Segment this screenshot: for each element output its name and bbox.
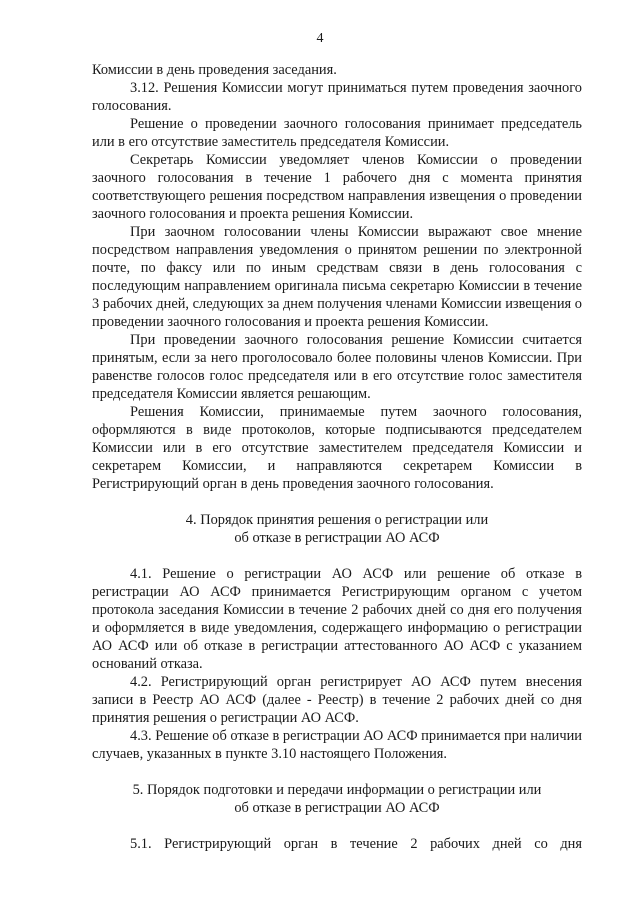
paragraph-4-2: 4.2. Регистрирующий орган регистрирует АО АСФ путем внесения записи в Реестр АО АСФ (далее - Реестр) в течение 2 рабочих дней со дня принятия решения о регистрации АО АСФ. xyxy=(92,674,582,726)
paragraph-4-3: 4.3. Решение об отказе в регистрации АО АСФ принимается при наличии случаев, указанных в пункте 3.10 настоящего Положения. xyxy=(92,728,582,762)
section-4-heading xyxy=(92,511,582,547)
paragraph: При заочном голосовании члены Комиссии выражают свое мнение посредством направления уведомления о принятом решении по электронной почте, по факсу или по иным средствам связи в день голосования с последующим направлением оригинала письма секретарю Комиссии в течение 3 рабочих дней, следующих за днем получения членами Комиссии извещения о проведении заочного голосования и проекта решения Комиссии. xyxy=(92,224,582,330)
paragraph: Решение о проведении заочного голосования принимает председатель или в его отсутствие заместитель председателя Комиссии. xyxy=(92,116,582,150)
paragraph-3-12: 3.12. Решения Комиссии могут приниматься путем проведения заочного голосования. xyxy=(92,80,582,114)
section-4-heading-line2: об отказе в регистрации АО АСФ xyxy=(234,530,440,546)
section-5-heading-line2: об отказе в регистрации АО АСФ xyxy=(234,800,440,816)
section-5-heading xyxy=(92,781,582,817)
paragraph: При проведении заочного голосования решение Комиссии считается принятым, если за него проголосовало более половины членов Комиссии. При равенстве голосов голос председателя или в его отсутствие голос заместителя председателя Комиссии является решающим. xyxy=(92,332,582,402)
paragraph: Секретарь Комиссии уведомляет членов Комиссии о проведении заочного голосования в течение 1 рабочего дня с момента принятия соответствующего решения посредством направления извещения о проведении заочного голосования и проекта решения Комиссии. xyxy=(92,152,582,222)
paragraph: Комиссии в день проведения заседания. xyxy=(92,62,337,78)
document-body xyxy=(92,61,582,853)
paragraph-5-1: 5.1. Регистрирующий орган в течение 2 рабочих дней со дня xyxy=(130,836,582,852)
section-5-heading-line1: 5. Порядок подготовки и передачи информации о регистрации или xyxy=(132,782,542,798)
paragraph-4-1: 4.1. Решение о регистрации АО АСФ или решение об отказе в регистрации АО АСФ принимается Регистрирующим органом с учетом протокола заседания Комиссии в течение 2 рабочих дней со дня его получения и оформляется в виде уведомления, содержащего информацию о регистрации АО АСФ или об отказе в регистрации аттестованного АО АСФ с указанием оснований отказа. xyxy=(92,566,582,672)
page-number: 4 xyxy=(316,31,324,46)
paragraph: Решения Комиссии, принимаемые путем заочного голосования, оформляются в виде протоколов, которые подписываются председателем Комиссии или в его отсутствие заместителем председателя Комиссии и секретарем Комиссии, и направляются секретарем Комиссии в Регистрирующий орган в день проведения заочного голосования. xyxy=(92,404,582,492)
section-4-heading-line1: 4. Порядок принятия решения о регистрации или xyxy=(185,512,489,528)
